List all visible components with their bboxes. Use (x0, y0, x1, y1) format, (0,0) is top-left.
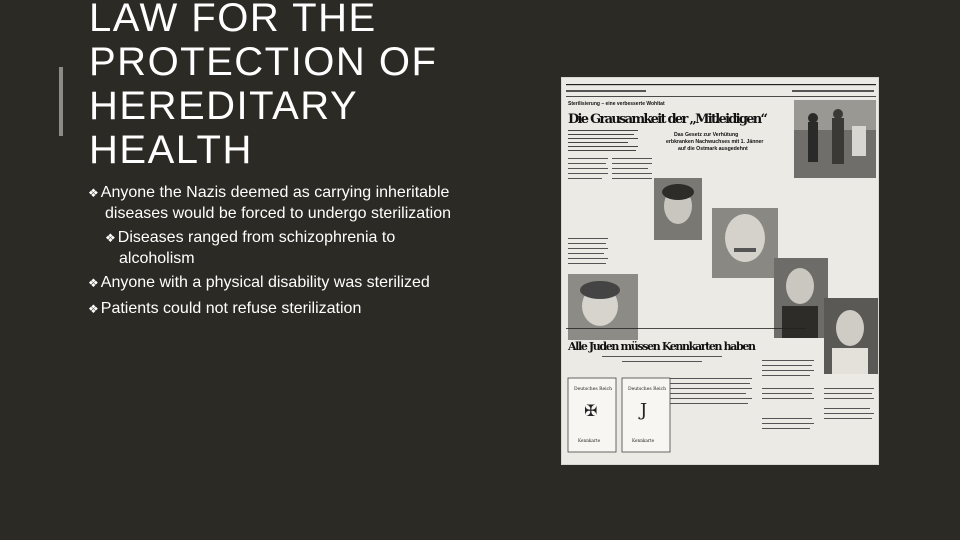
title-accent-bar (59, 67, 63, 136)
newspaper-headline: Die Grausamkeit der „Mitleidigen“ (568, 112, 768, 127)
id-card-letter: J (640, 400, 648, 421)
diamond-bullet-icon: ❖ (88, 186, 99, 200)
id-card-word: Kennkarte (632, 438, 655, 443)
id-card-label: Deutsches Reich (628, 387, 667, 392)
bullet-text: Anyone with a physical disability was sterilized (100, 274, 430, 291)
diamond-bullet-icon: ❖ (105, 231, 116, 245)
bullet-item (88, 183, 468, 223)
bullet-text: Patients could not refuse sterilization (100, 299, 362, 317)
bullet-text: Anyone the Nazis deemed as carrying inheritable diseases would be forced to undergo sterilization (100, 184, 451, 222)
diamond-bullet-icon: ❖ (88, 301, 99, 316)
newspaper-lower-headline: Alle Juden müssen Kennkarten haben (568, 340, 756, 353)
id-card-word: Kennkarte (578, 438, 601, 443)
bullet-text: Diseases ranged from schizophrenia to alcoholism (117, 229, 396, 267)
diamond-bullet-icon: ❖ (88, 276, 99, 290)
newspaper-subhead: Das Gesetz zur Verhütung erbkranken Nachwuchses mit 1. Jänner auf die Ostmark ausgedehnt (666, 132, 764, 152)
svg-text:✠: ✠ (584, 401, 598, 420)
newspaper-clipping-image (561, 77, 879, 465)
sub-bullet-item (88, 228, 468, 268)
slide-title: LAW FOR THE PROTECTION OF HEREDITARY HEALTH (89, 0, 438, 172)
bullet-item (88, 273, 468, 294)
bullet-item (88, 299, 468, 320)
id-card-label: Deutsches Reich (574, 387, 613, 392)
bullet-list (88, 183, 468, 324)
newspaper-kicker: Sterilisierung – eine verbesserte Wohltat (568, 101, 665, 107)
